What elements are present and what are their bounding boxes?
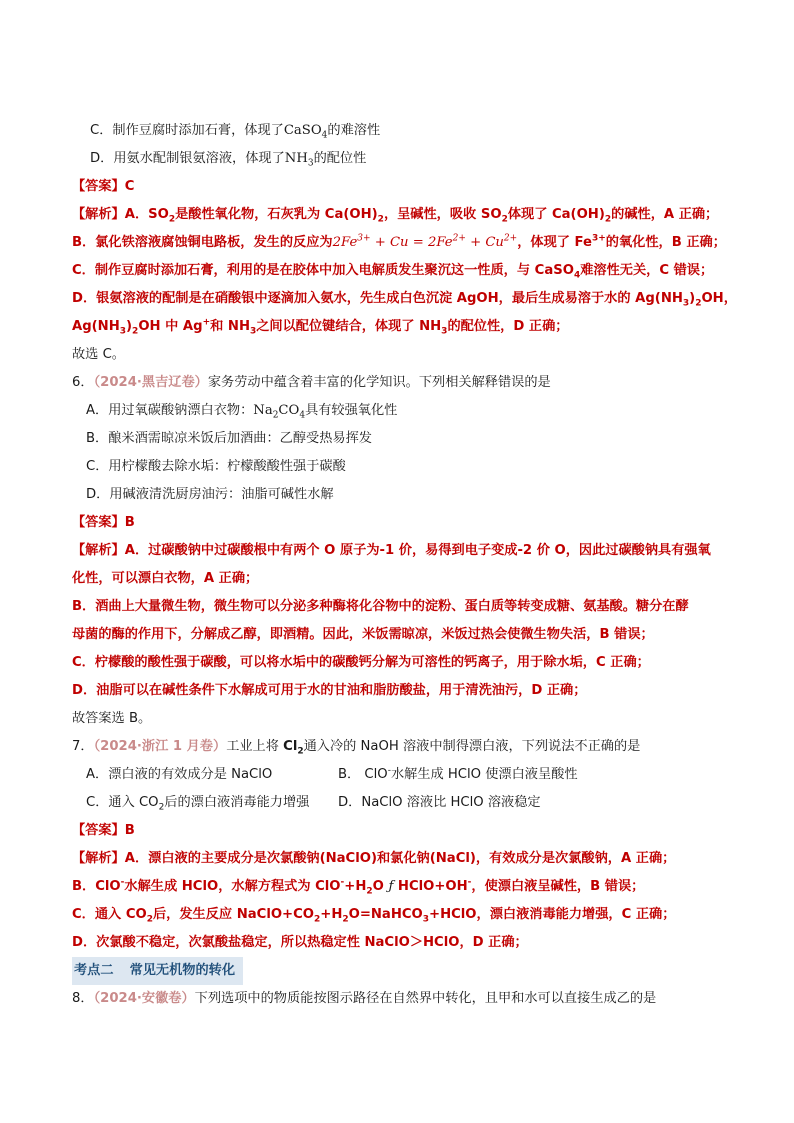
q7-options-cd: C．通入 $CO_2$后的漂白液消毒能力增强 D．NaClO 溶液比 HClO 溶液稳定 xyxy=(86,795,541,813)
q7-options-ab: A．漂白液的有效成分是 NaClO B． ClO-水解生成 HClO 使漂白液呈酸性 xyxy=(86,765,578,782)
q5-analysis-b: B．氯化铁溶液腐蚀铜电路板，发生的反应为$2Fe^{3+} + Cu = 2Fe^{2+} + Cu^{2+}$，体现了 $Fe^{3+}$的氧化性，B 正确； xyxy=(72,233,726,250)
q6-analysis-a-cont: 化性，可以漂白衣物，A 正确； xyxy=(72,571,259,586)
q6-option-a: A．用过氧碳酸钠漂白衣物：$Na_2CO_4$具有较强氧化性 xyxy=(86,403,398,421)
q6-option-c: C．用柠檬酸去除水垢：柠檬酸酸性强于碳酸 xyxy=(86,459,346,474)
q5-answer: 【答案】C xyxy=(72,179,135,194)
q7-stem: 7．（2024·浙江 1 月卷）工业上将 $Cl_2$通入冷的 NaOH 溶液中制得漂白液，下列说法不正确的是 xyxy=(72,739,641,757)
q6-analysis-a: 【解析】A．过碳酸钠中过碳酸根中有两个 O 原子为-1 价，易得到电子变成-2 价 O，因此过碳酸钠具有强氧 xyxy=(72,543,711,558)
q5-analysis-c: C．制作豆腐时添加石膏，利用的是在胶体中加入电解质发生聚沉这一性质，与 CaSO$_4$难溶性无关，C 错误； xyxy=(72,263,714,281)
q7-answer: 【答案】B xyxy=(72,823,135,838)
q7-analysis-a: 【解析】A．漂白液的主要成分是次氯酸钠(NaClO)和氯化钠(NaCl)，有效成分是次氯酸钠，A 正确； xyxy=(72,851,676,866)
q5-analysis-d: D．银氨溶液的配制是在硝酸银中逐滴加入氨水，先生成白色沉淀 AgOH，最后生成易溶于水的 $Ag(NH_3)_2OH$， xyxy=(72,291,737,309)
q5-conclusion: 故选 C。 xyxy=(72,347,125,362)
section-header xyxy=(72,957,732,985)
section-label-bar xyxy=(72,957,243,985)
q5-option-c: C．制作豆腐时添加石膏，体现了CaSO$_4$的难溶性 xyxy=(90,123,381,141)
q7-analysis-c: C．通入 $CO_2$后，发生反应 $NaClO+CO_2+H_2O=NaHCO_3+HClO$，漂白液消毒能力增强，C 正确； xyxy=(72,907,676,925)
section-title: 常见无机物的转化 xyxy=(129,963,236,978)
q6-stem: 6．（2024·黑吉辽卷）家务劳动中蕴含着丰富的化学知识。下列相关解释错误的是 xyxy=(72,375,551,390)
page-content xyxy=(72,117,737,1013)
q5-analysis-a: 【解析】A．$SO_2$是酸性氧化物，石灰乳为 $Ca(OH)_2$，呈碱性，吸收 $SO_2$体现了 $Ca(OH)_2$的碱性，A 正确； xyxy=(72,207,719,225)
q6-analysis-b-cont: 母菌的酶的作用下，分解成乙醇，即酒精。因此，米饭需晾凉，米饭过热会使微生物失活，B 错误； xyxy=(72,627,654,642)
q8-stem: 8．（2024·安徽卷）下列选项中的物质能按图示路径在自然界中转化，且甲和水可以直接生成乙的是 xyxy=(72,991,657,1006)
q5-option-d: D．用氨水配制银氨溶液，体现了$NH_3$的配位性 xyxy=(90,151,367,169)
q6-answer: 【答案】B xyxy=(72,515,135,530)
q7-analysis-d: D．次氯酸不稳定，次氯酸盐稳定，所以热稳定性 NaClO＞HClO，D 正确； xyxy=(72,935,528,950)
q6-analysis-d: D．油脂可以在碱性条件下水解成可用于水的甘油和脂肪酸盐，用于清洗油污，D 正确； xyxy=(72,683,587,698)
q6-conclusion: 故答案选 B。 xyxy=(72,711,152,726)
q6-analysis-c: C．柠檬酸的酸性强于碳酸，可以将水垢中的碳酸钙分解为可溶性的钙离子，用于除水垢，C 正确； xyxy=(72,655,650,670)
q5-analysis-d-cont: $Ag(NH_3)_2OH$ 中 Ag+和 $NH_3$之间以配位键结合，体现了 $NH_3$的配位性，D 正确； xyxy=(72,317,569,337)
q6-analysis-b: B．酒曲上大量微生物，微生物可以分泌多种酶将化谷物中的淀粉、蛋白质等转变成糖、氨基酸。糖分在酵 xyxy=(72,599,689,614)
q6-option-b: B．酿米酒需晾凉米饭后加酒曲：乙醇受热易挥发 xyxy=(86,431,372,446)
q7-analysis-b: B．ClO-水解生成 HClO，水解方程式为 $ClO^-+H_2O$ ƒ HClO+OH-，使漂白液呈碱性，B 错误； xyxy=(72,877,645,897)
q6-option-d: D．用碱液清洗厨房油污：油脂可碱性水解 xyxy=(86,487,334,502)
section-label: 考点二 xyxy=(74,963,114,978)
